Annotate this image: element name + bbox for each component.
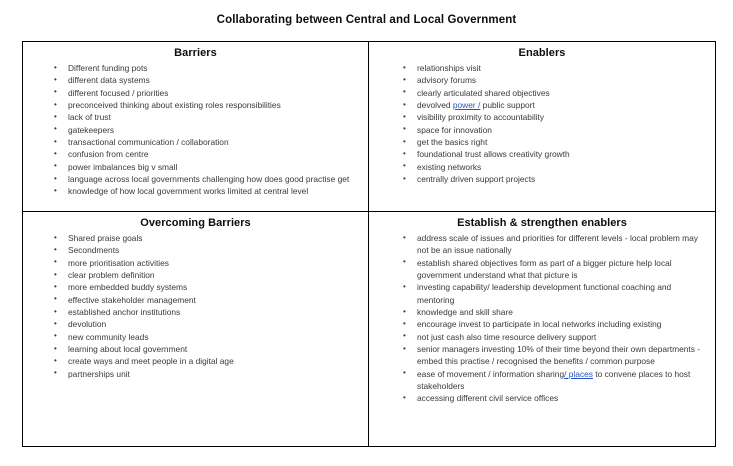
list-item: • foundational trust allows creativity growth — [375, 148, 709, 160]
list-item: • knowledge and skill share — [375, 306, 709, 318]
list-item: • Different funding pots — [29, 62, 362, 74]
quadrant-overcoming-barriers — [23, 212, 369, 446]
quadrant-enablers-list — [375, 62, 709, 185]
list-item: • space for innovation — [375, 124, 709, 136]
list-item: • language across local governments challenging how does good practise get — [29, 173, 362, 185]
quadrant-barriers — [23, 42, 369, 212]
list-item: • gatekeepers — [29, 124, 362, 136]
list-item: • preconceived thinking about existing roles responsibilities — [29, 99, 362, 111]
list-item: • effective stakeholder management — [29, 294, 362, 306]
list-item: • different focused / priorities — [29, 87, 362, 99]
quadrant-overcoming-barriers-list — [29, 232, 362, 380]
list-item: • new community leads — [29, 331, 362, 343]
quadrant-enablers-title: Enablers — [518, 47, 566, 59]
quadrant-overcoming-barriers-title: Overcoming Barriers — [140, 217, 251, 229]
list-item: • partnerships unit — [29, 368, 362, 380]
list-item: • learning about local government — [29, 343, 362, 355]
page-title: Collaborating between Central and Local Government — [216, 14, 517, 26]
list-item: • encourage invest to participate in local networks including existing — [375, 318, 709, 330]
list-item: • get the basics right — [375, 136, 709, 148]
quadrant-establish-strengthen-enablers-title: Establish & strengthen enablers — [457, 217, 627, 229]
quadrant-establish-strengthen-enablers — [369, 212, 715, 446]
list-item: • clear problem definition — [29, 269, 362, 281]
list-item: • accessing different civil service offices — [375, 392, 709, 404]
list-item: • investing capability/ leadership development functional coaching and mentoring — [375, 281, 709, 306]
list-item: • senior managers investing 10% of their time beyond their own departments - embed this practise / recognised the benefits / common purpose — [375, 343, 709, 368]
list-item: • Secondments — [29, 244, 362, 256]
list-item: • centrally driven support projects — [375, 173, 709, 185]
list-item: • knowledge of how local government works limited at central level — [29, 185, 362, 197]
list-item: • more prioritisation activities — [29, 257, 362, 269]
list-item: • power imbalances big v small — [29, 161, 362, 173]
list-item: • ease of movement / information sharing/ places to convene places to host stakeholders — [375, 368, 709, 393]
list-item: • confusion from centre — [29, 148, 362, 160]
list-item: • more embedded buddy systems — [29, 281, 362, 293]
list-item: • Shared praise goals — [29, 232, 362, 244]
inline-hyperlink[interactable]: power / — [452, 100, 481, 111]
list-item: • address scale of issues and priorities for different levels - local problem may not be an issue nationally — [375, 232, 709, 257]
list-item: • existing networks — [375, 161, 709, 173]
list-item: • devolution — [29, 318, 362, 330]
list-item: • create ways and meet people in a digital age — [29, 355, 362, 367]
list-item: • transactional communication / collaboration — [29, 136, 362, 148]
list-item: • devolved power / public support — [375, 99, 709, 111]
list-item: • advisory forums — [375, 74, 709, 86]
list-item: • visibility proximity to accountability — [375, 111, 709, 123]
quadrant-table — [22, 41, 716, 447]
quadrant-establish-strengthen-enablers-list — [375, 232, 709, 405]
list-item: • establish shared objectives form as part of a bigger picture help local government understand what that picture is — [375, 257, 709, 282]
list-item: • not just cash also time resource delivery support — [375, 331, 709, 343]
list-item: • lack of trust — [29, 111, 362, 123]
quadrant-enablers — [369, 42, 715, 212]
inline-hyperlink[interactable]: / places — [564, 368, 593, 379]
list-item: • different data systems — [29, 74, 362, 86]
list-item: • clearly articulated shared objectives — [375, 87, 709, 99]
list-item: • relationships visit — [375, 62, 709, 74]
quadrant-barriers-list — [29, 62, 362, 198]
list-item: • established anchor institutions — [29, 306, 362, 318]
quadrant-barriers-title: Barriers — [174, 47, 217, 59]
